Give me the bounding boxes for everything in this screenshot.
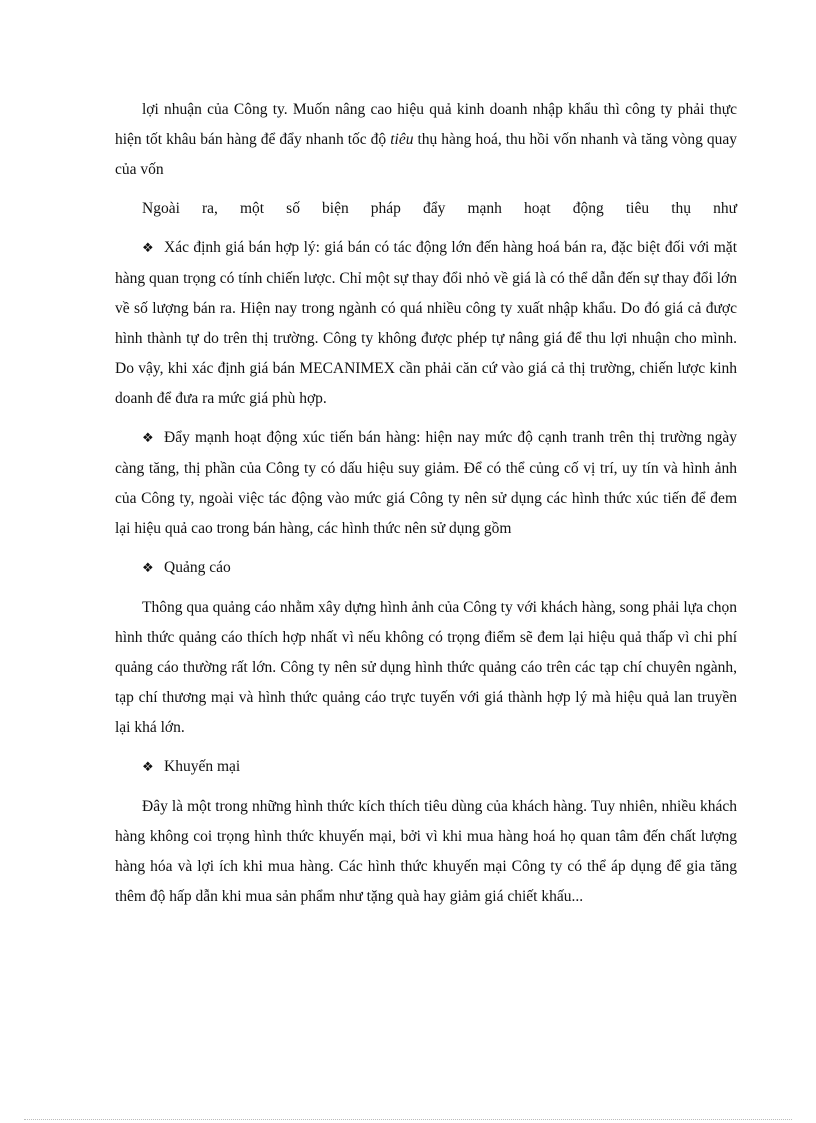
diamond-bullet-icon: ❖ <box>142 760 154 775</box>
diamond-bullet-icon: ❖ <box>142 431 154 446</box>
bullet-promotion-text: Đẩy mạnh hoạt động xúc tiến bán hàng: hiện nay mức độ cạnh tranh trên thị trường ngày càng tăng, thị phần của Công ty có dấu hiệu suy giảm. Để có thể củng cố vị trí, uy tín và hình ảnh của Công ty, ngoài việc tác động vào mức giá Công ty nên sử dụng các hình thức xúc tiến để đem lại hiệu quả cao trong bán hàng, các hình thức nên sử dụng gồm <box>115 429 737 537</box>
document-body <box>115 95 737 921</box>
italic-word: tiêu <box>390 131 414 148</box>
bullet-advertising-text: Quảng cáo <box>164 559 231 576</box>
bullet-sales-promotion-text: Khuyến mại <box>164 758 241 775</box>
bullet-promotion <box>115 423 737 544</box>
bullet-pricing <box>115 233 737 414</box>
paragraph-profit-tail: thụ hàng hoá, thu hồi vốn nhanh và tăng vòng quay của vốn <box>115 131 738 178</box>
paragraph-measures: Ngoài ra, một số biện pháp đẩy mạnh hoạt động tiêu thụ như <box>142 200 737 217</box>
paragraph-profit <box>115 95 737 185</box>
bullet-advertising <box>115 553 737 584</box>
paragraph-profit-text: lợi nhuận của Công ty. Muốn nâng cao hiệu quả kinh doanh nhập khẩu thì công ty phải thực hiện tốt khâu bán hàng để đẩy nhanh tốc độ <box>115 101 737 148</box>
diamond-bullet-icon: ❖ <box>142 241 154 256</box>
bullet-pricing-text: Xác định giá bán hợp lý: giá bán có tác động lớn đến hàng hoá bán ra, đặc biệt đối với mặt hàng quan trọng có tính chiến lược. Chỉ một sự thay đổi nhỏ về giá là có thể dẫn đến sự thay đổi lớn về số lượng bán ra. Hiện nay trong ngành có quá nhiều công ty xuất nhập khẩu. Do đó giá cả được hình thành tự do trên thị trường. Công ty không được phép tự nâng giá để thu lợi nhuận cho mình. Do vậy, khi xác định giá bán MECANIMEX cần phải căn cứ vào giá cả thị trường, chiến lược kinh doanh để đưa ra mức giá phù hợp. <box>115 239 737 407</box>
page-bottom-divider <box>24 1119 792 1120</box>
bullet-sales-promotion <box>115 752 737 783</box>
paragraph-advertising: Thông qua quảng cáo nhằm xây dựng hình ảnh của Công ty với khách hàng, song phải lựa chọn hình thức quảng cáo thích hợp nhất vì nếu không có trọng điểm sẽ đem lại hiệu quả thấp vì chi phí quảng cáo thường rất lớn. Công ty nên sử dụng hình thức quảng cáo trên các tạp chí chuyên ngành, tạp chí thương mại và hình thức quảng cáo trực tuyến với giá thành hợp lý mà hiệu quả lan truyền lại khá lớn. <box>115 599 737 736</box>
diamond-bullet-icon: ❖ <box>142 561 154 576</box>
paragraph-sales-promotion: Đây là một trong những hình thức kích thích tiêu dùng của khách hàng. Tuy nhiên, nhiều khách hàng không coi trọng hình thức khuyến mại, bởi vì khi mua hàng hoá họ quan tâm đến chất lượng hàng hóa và lợi ích khi mua hàng. Các hình thức khuyến mại Công ty có thể áp dụng để gia tăng thêm độ hấp dẫn khi mua sản phẩm như tặng quà hay giảm giá chiết khấu... <box>115 798 737 905</box>
